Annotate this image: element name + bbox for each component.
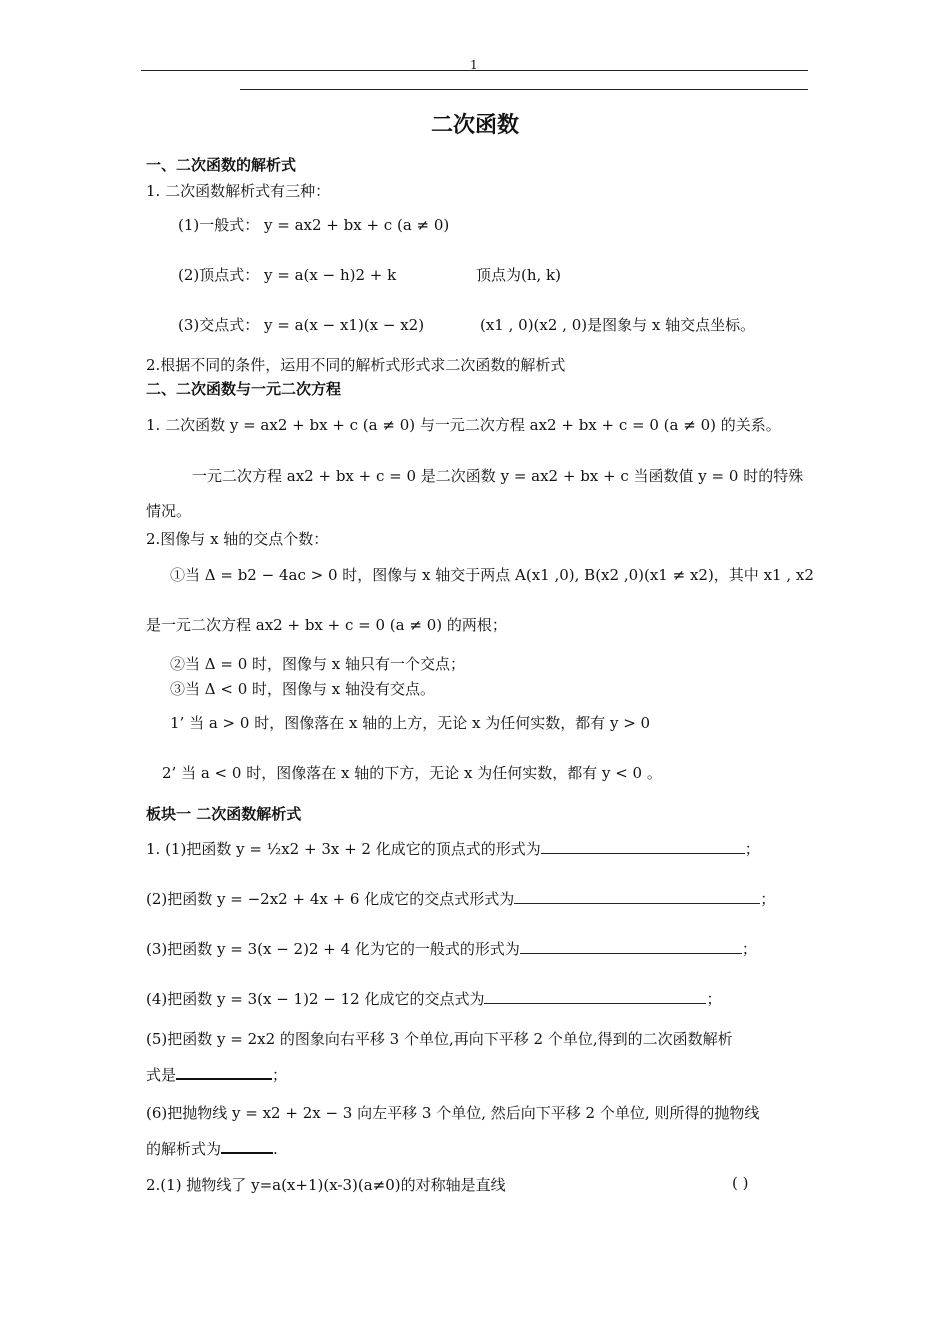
answer-blank[interactable] (176, 1064, 272, 1080)
answer-blank[interactable] (514, 889, 760, 904)
question-1-5-cont (146, 1064, 287, 1085)
answer-blank[interactable] (541, 839, 745, 854)
answer-blank[interactable] (221, 1138, 273, 1154)
question-end: ； (744, 840, 760, 858)
paragraph: 1. 二次函数 y = ax2 + bx + c (a ≠ 0) 与一元二次方程 ax2 + bx + c = 0 (a ≠ 0) 的关系。 (146, 416, 781, 434)
answer-blank[interactable] (520, 939, 742, 954)
question-text: 式是 (146, 1066, 177, 1084)
case-two-roots: ①当 Δ = b2 − 4ac > 0 时，图像与 x 轴交于两点 A(x1 ,0), B(x2 ,0)(x1 ≠ x2)，其中 x1 , x2 (170, 566, 814, 584)
paragraph: 2.根据不同的条件，运用不同的解析式形式求二次函数的解析式 (146, 356, 566, 374)
question-1-1 (146, 838, 760, 859)
question-1-2 (146, 888, 775, 909)
paragraph: 2.图像与 x 轴的交点个数： (146, 530, 329, 548)
section-heading-analytic-forms: 一、二次函数的解析式 (146, 156, 297, 174)
paragraph: 1. 二次函数解析式有三种： (146, 182, 331, 200)
question-1-6: (6)把抛物线 y = x2 + 2x − 3 向左平移 3 个单位, 然后向下平移 2 个单位, 则所得的抛物线 (146, 1104, 760, 1122)
question-1-4 (146, 988, 721, 1009)
header-rule-bottom (240, 89, 808, 90)
paragraph: 情况。 (146, 502, 192, 520)
case-two-roots-cont: 是一元二次方程 ax2 + bx + c = 0 (a ≠ 0) 的两根； (146, 616, 507, 634)
question-text: (2)把函数 y = −2x2 + 4x + 6 化成它的交点式形式为 (146, 890, 515, 908)
question-text: (4)把函数 y = 3(x − 1)2 − 12 化成它的交点式为 (146, 990, 485, 1008)
vertex-form: (2)顶点式： y = a(x − h)2 + k (178, 266, 397, 284)
general-form: (1)一般式： y = ax2 + bx + c (a ≠ 0) (178, 216, 450, 234)
vertex-form-note: 顶点为(h, k) (476, 266, 561, 284)
paragraph: 一元二次方程 ax2 + bx + c = 0 是二次函数 y = ax2 + bx + c 当函数值 y = 0 时的特殊 (192, 467, 804, 485)
question-1-5: (5)把函数 y = 2x2 的图象向右平移 3 个单位,再向下平移 2 个单位,得到的二次函数解析 (146, 1030, 733, 1048)
question-text: (3)把函数 y = 3(x − 2)2 + 4 化为它的一般式的形式为 (146, 940, 520, 958)
case-no-root: ③当 Δ < 0 时，图像与 x 轴没有交点。 (170, 680, 436, 698)
page-number: 1 (470, 58, 478, 72)
question-2-1: 2.(1) 抛物线了 y=a(x+1)(x-3)(a≠0)的对称轴是直线 (146, 1176, 506, 1194)
answer-blank[interactable] (484, 989, 706, 1004)
intercept-form: (3)交点式： y = a(x − x1)(x − x2) (178, 316, 425, 334)
answer-bracket[interactable]: ( ) (732, 1174, 749, 1192)
case-no-root-a-negative: 2’ 当 a < 0 时，图像落在 x 轴的下方，无论 x 为任何实数，都有 y < 0 。 (162, 764, 662, 782)
question-end: ； (760, 890, 776, 908)
question-1-3 (146, 938, 757, 959)
document-title: 二次函数 (430, 112, 519, 138)
question-end: ； (706, 990, 722, 1008)
question-text: 的解析式为 (146, 1140, 222, 1158)
question-text: 1. (1)把函数 y = ½x2 + 3x + 2 化成它的顶点式的形式为 (146, 840, 541, 858)
intercept-form-note: (x1 , 0)(x2 , 0)是图象与 x 轴交点坐标。 (480, 316, 756, 334)
block-heading: 板块一 二次函数解析式 (146, 805, 302, 823)
question-end: ； (741, 940, 757, 958)
question-1-6-cont (146, 1138, 278, 1159)
case-one-root: ②当 Δ = 0 时，图像与 x 轴只有一个交点； (170, 655, 466, 673)
question-end: . (273, 1140, 278, 1158)
question-end: ； (272, 1066, 288, 1084)
section-heading-equation: 二、二次函数与一元二次方程 (146, 380, 342, 398)
case-no-root-a-positive: 1’ 当 a > 0 时，图像落在 x 轴的上方，无论 x 为任何实数，都有 y > 0 (170, 714, 651, 732)
header-rule-top (141, 70, 808, 71)
